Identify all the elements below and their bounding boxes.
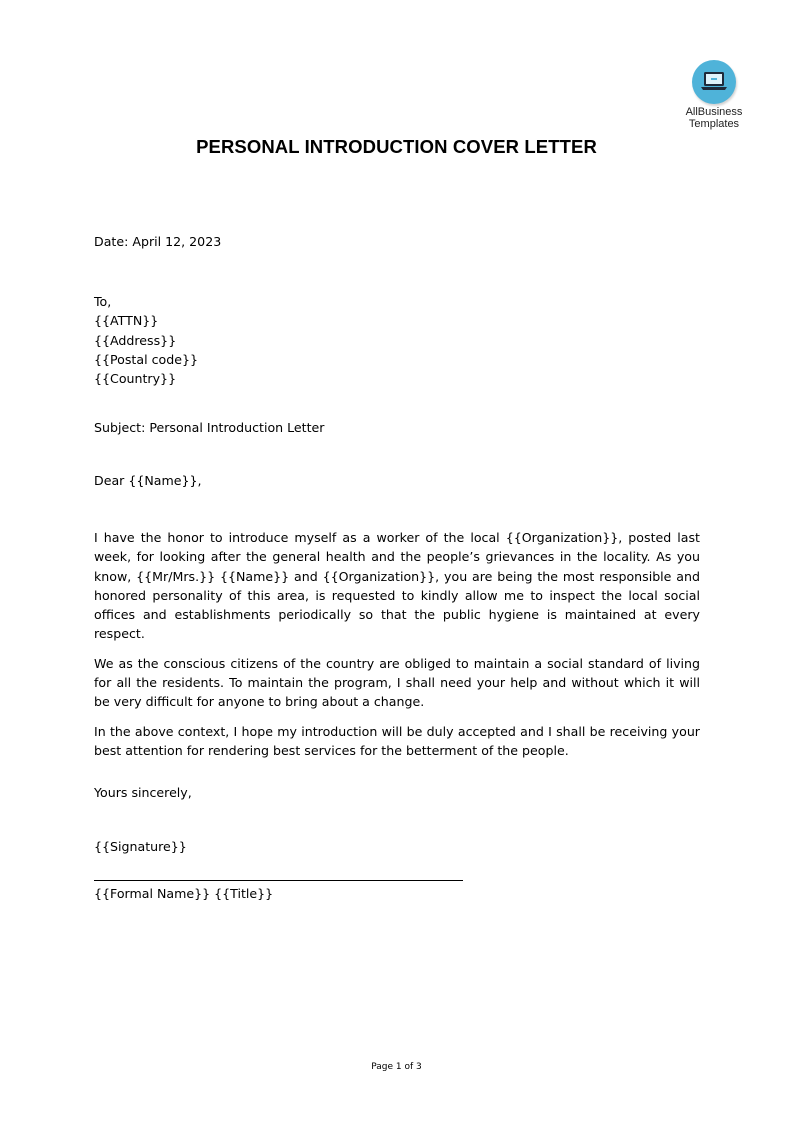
page-number: Page 1 of 3	[371, 1062, 422, 1072]
body-paragraph: In the above context, I hope my introduction will be duly accepted and I shall be receiving your best attention for rendering best services for the betterment of the people.	[94, 723, 700, 758]
logo-text	[676, 106, 752, 130]
address-line: {{ATTN}}	[94, 313, 159, 329]
document-title: PERSONAL INTRODUCTION COVER LETTER	[196, 136, 597, 157]
logo-text-line2: Templates	[688, 118, 740, 130]
logo-text-line1: AllBusiness	[685, 106, 743, 118]
address-line: {{Country}}	[94, 371, 177, 387]
formal-name-title: {{Formal Name}} {{Title}}	[94, 886, 274, 901]
laptop-icon	[692, 60, 736, 104]
address-line: {{Address}}	[94, 332, 177, 348]
allbusiness-logo	[676, 60, 752, 130]
letter-subject: Subject: Personal Introduction Letter	[94, 420, 325, 435]
letter-closing: Yours sincerely,	[94, 785, 192, 800]
address-line: To,	[94, 294, 112, 309]
address-line: {{Postal code}}	[94, 351, 198, 367]
body-paragraph: We as the conscious citizens of the country are obliged to maintain a social standard of living for all the residents. To maintain the program, I shall need your help and without which it will be very difficult for anyone to bring about a change.	[94, 655, 700, 710]
letter-greeting: Dear {{Name}},	[94, 473, 202, 488]
letter-body	[94, 528, 700, 770]
signature-placeholder: {{Signature}}	[94, 839, 187, 854]
body-paragraph: I have the honor to introduce myself as a worker of the local {{Organization}}, posted last week, for looking after the general health and the people’s grievances in the locality. As you know, {{Mr/Mrs.}} {{Name}} and {{Organization}}, you are being the most responsible and honored personality of this area, is requested to kindly allow me to inspect the local social offices and establishments periodically so that the public hygiene is maintained at every respect.	[94, 530, 700, 642]
letter-date: Date: April 12, 2023	[94, 234, 222, 249]
recipient-address	[94, 292, 700, 388]
signature-line	[94, 880, 463, 881]
